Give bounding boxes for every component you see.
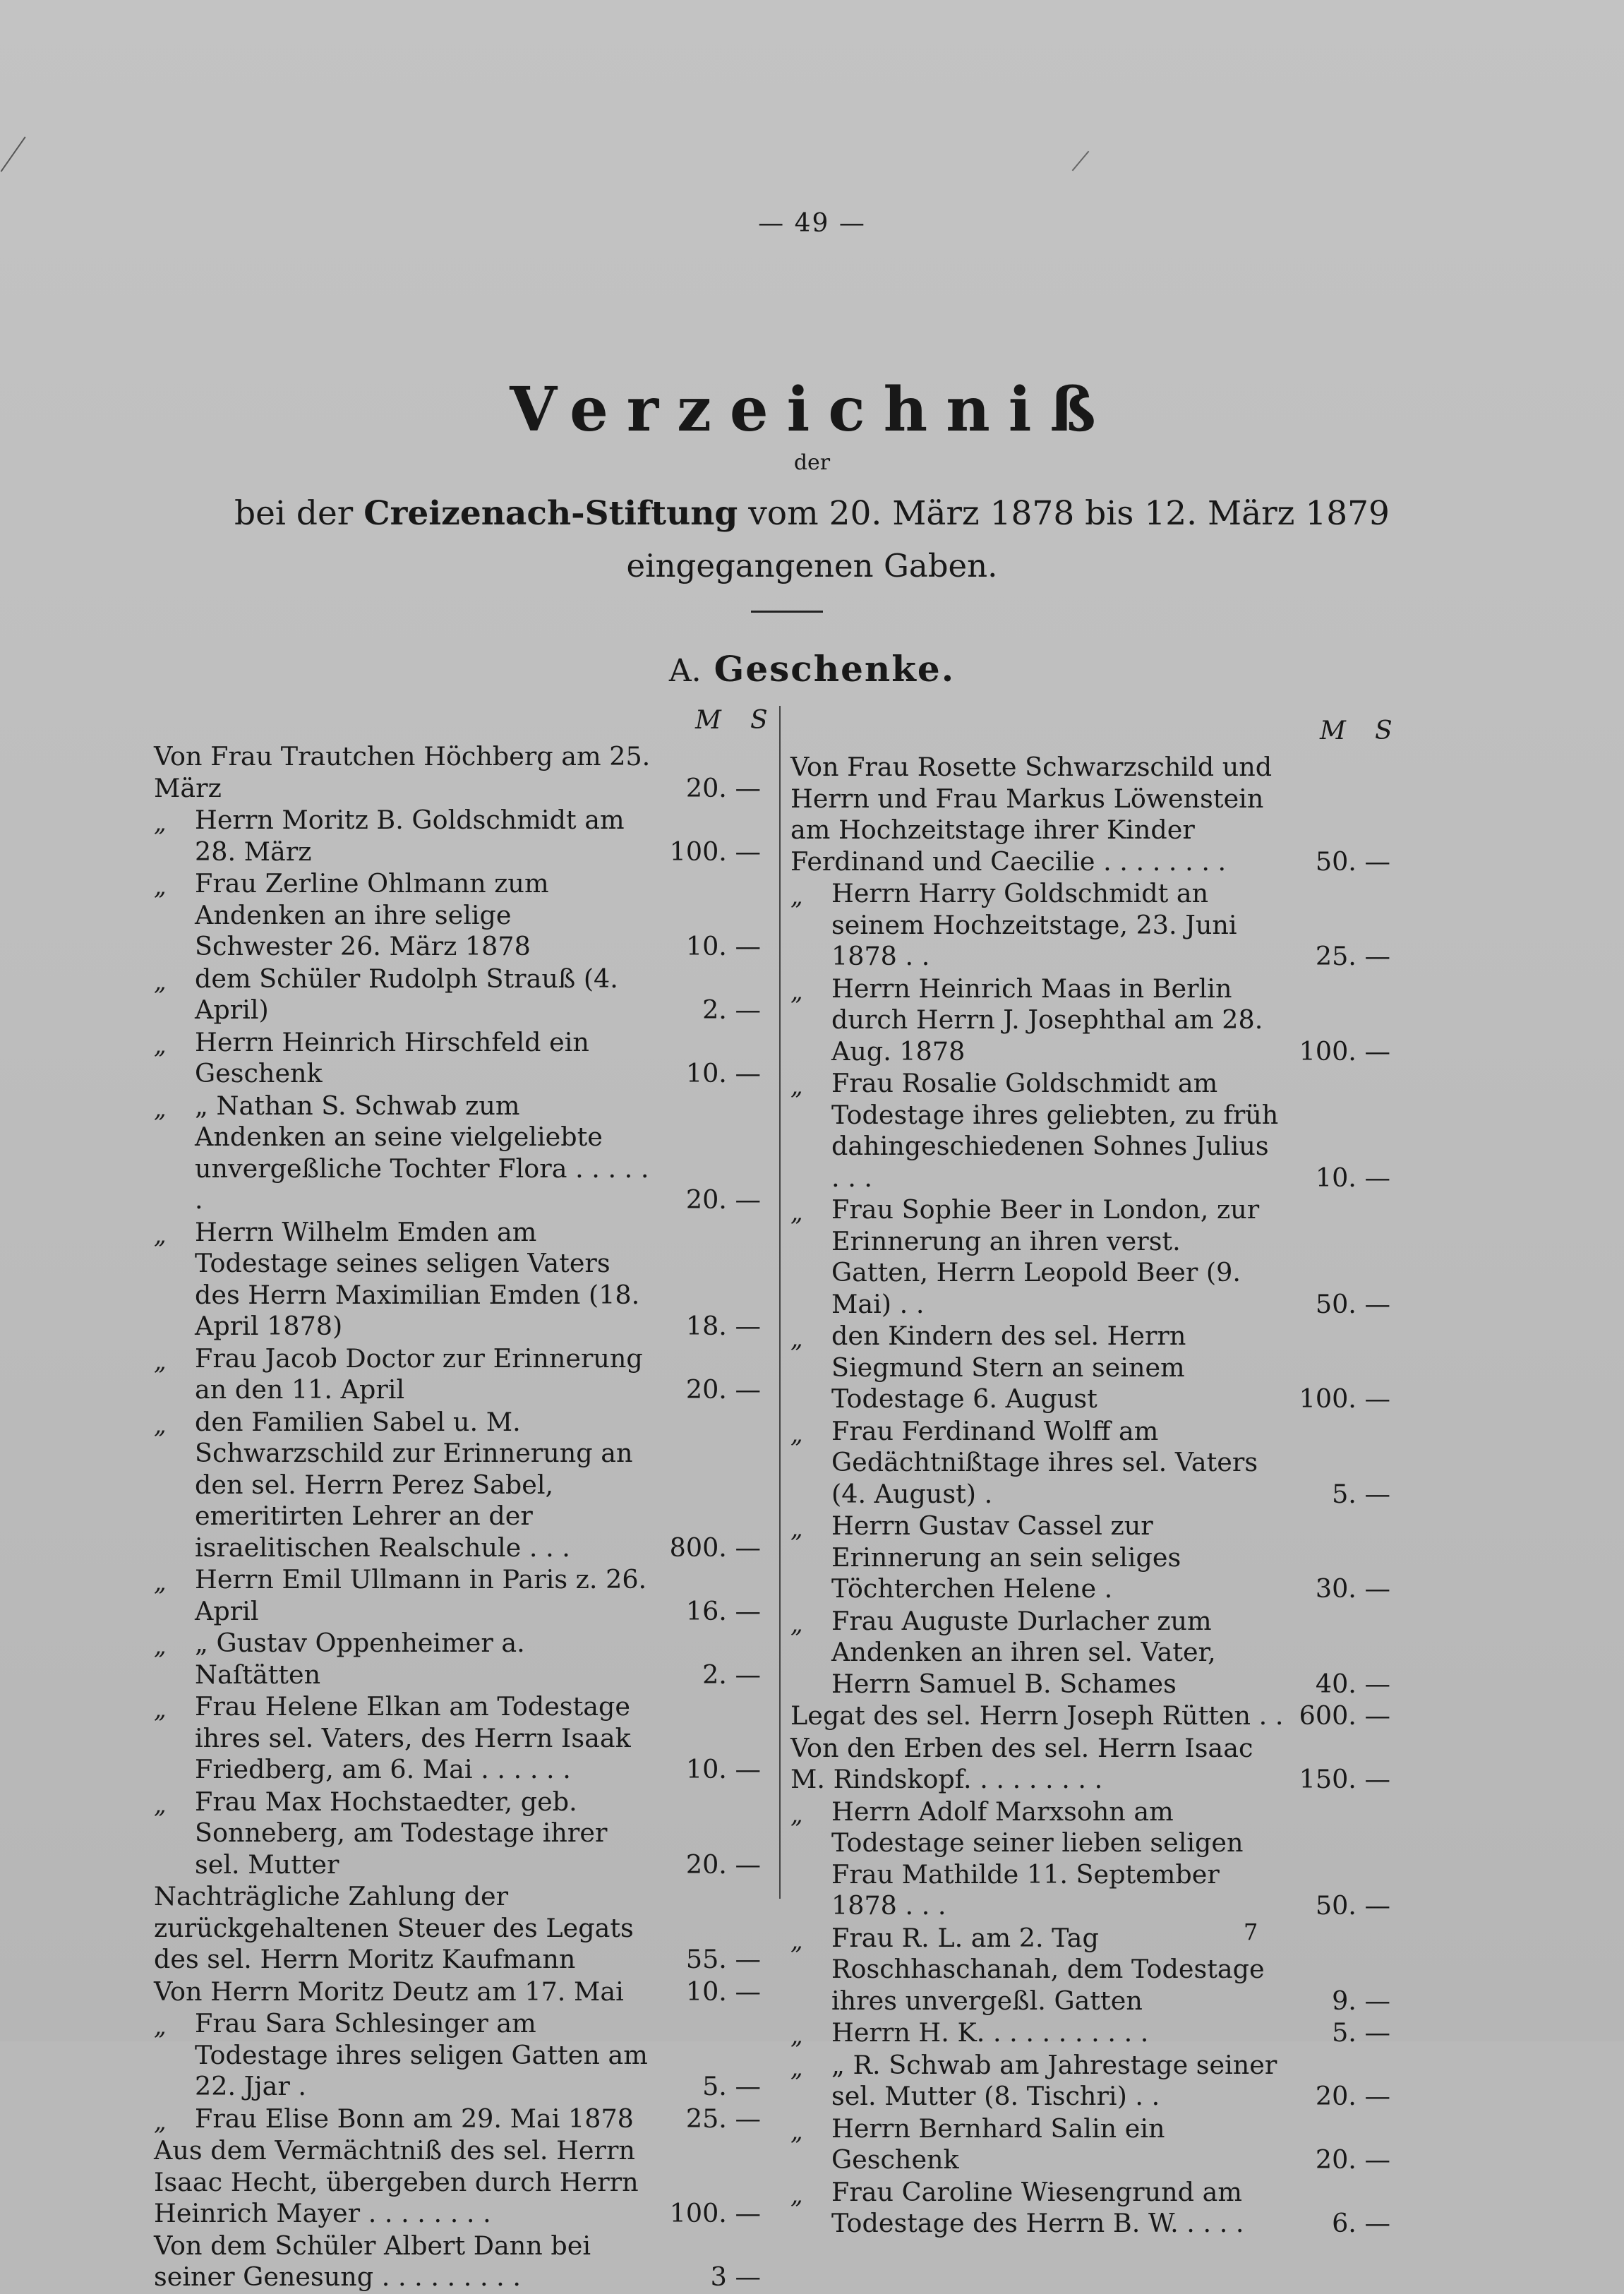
donation-text: Herrn Heinrich Hirschfeld ein Geschenk [195, 1026, 589, 1088]
currency-mark: M [1320, 716, 1346, 745]
donation-entry [154, 1343, 761, 1406]
right-column [790, 752, 1390, 2240]
donation-entry [154, 1217, 761, 1343]
left-column [154, 741, 761, 2294]
donation-entry [790, 1321, 1390, 1415]
donation-amount: 100. — [669, 836, 761, 867]
donation-text: „ R. Schwab am Jahrestage seiner sel. Mutter (8. Tischri) . . [831, 2049, 1277, 2111]
donation-text: Herrn Heinrich Maas in Berlin durch Herrn J. Josephthal am 28. Aug. 1878 [831, 973, 1263, 1067]
donation-text: Herrn Gustav Cassel zur Erinnerung an sein seliges Töchterchen Helene . [831, 1511, 1181, 1604]
donation-text: Herrn Moritz B. Goldschmidt am 28. März [195, 805, 625, 867]
donation-amount: 10. — [685, 1754, 761, 1784]
donation-text: Frau Elise Bonn am 29. Mai 1878 [195, 2103, 634, 2134]
donation-amount: 10. — [685, 931, 761, 961]
ditto-mark: „ [790, 1609, 803, 1638]
column-divider [779, 706, 781, 1899]
donation-text: Frau Rosalie Goldschmidt am Todestage ihres geliebten, zu früh dahingeschiedenen Sohnes Julius . . . [831, 1068, 1279, 1193]
donation-amount: 5. — [702, 2071, 761, 2101]
donation-entry [154, 1691, 761, 1786]
donation-amount: 9. — [1332, 1985, 1390, 2016]
donation-amount: 50. — [1315, 1288, 1390, 1319]
donation-entry [790, 2050, 1390, 2113]
donation-entry [790, 1068, 1390, 1194]
donation-text: Herrn Adolf Marxsohn am Todestage seiner lieben seligen Frau Mathilde 11. September 1878 . . . [831, 1796, 1244, 1921]
ditto-mark: „ [790, 2117, 803, 2146]
ditto-mark: „ [790, 1199, 803, 1227]
paper-mark [1, 136, 49, 188]
donation-entry [154, 1407, 761, 1564]
donation-entry [790, 1606, 1390, 1700]
donation-text: Frau Sophie Beer in London, zur Erinnerung an ihren verst. Gatten, Herrn Leopold Beer (9. Mai) . . [831, 1194, 1260, 1319]
donation-text: Nachträgliche Zahlung der zurückgehaltenen Steuer des Legats des sel. Herrn Moritz Kaufmann [154, 1881, 634, 1974]
donation-entry [154, 963, 761, 1026]
donation-entry [790, 1511, 1390, 1605]
donation-entry [790, 2017, 1390, 2049]
donation-amount: 30. — [1315, 1573, 1390, 1604]
donation-entry [790, 2177, 1390, 2240]
donation-text: Herrn Harry Goldschmidt an seinem Hochzeitstage, 23. Juni 1878 . . [831, 878, 1237, 971]
donation-text: Von dem Schüler Albert Dann bei seiner Genesung . . . . . . . . . [154, 2230, 591, 2292]
donation-entry [154, 741, 761, 804]
donation-text: Von Frau Rosette Schwarzschild und Herrn und Frau Markus Löwenstein am Hochzeitstage ihrer Kinder Ferdinand und Caecilie . . . . . . . . [790, 752, 1273, 877]
donation-entry [154, 2135, 761, 2230]
donation-amount: 25. — [1315, 941, 1390, 971]
donation-amount: 55. — [685, 1944, 761, 1974]
ditto-mark: „ [154, 1094, 167, 1123]
ditto-mark: „ [154, 1410, 167, 1439]
donation-text: Frau Caroline Wiesengrund am Todestage des Herrn B. W. . . . . [831, 2176, 1244, 2238]
currency-pf: S [1375, 716, 1393, 745]
donation-text: Herrn Emil Ullmann in Paris z. 26. April [195, 1564, 647, 1626]
donation-amount: 100. — [1299, 1035, 1390, 1067]
donation-text: Von Herrn Moritz Deutz am 17. Mai [154, 1976, 624, 2007]
donation-amount: 18. — [685, 1311, 761, 1341]
foundation-name: Creizenach-Stiftung [363, 494, 738, 533]
donation-entry [790, 878, 1390, 973]
currency-pf: S [750, 706, 768, 735]
donation-entry [790, 1923, 1390, 2017]
donation-text: Herrn Bernhard Salin ein Geschenk [831, 2113, 1165, 2175]
donation-amount: 10. — [685, 1976, 761, 2007]
donation-amount: 5. — [1332, 2017, 1390, 2048]
donation-amount: 10. — [685, 1058, 761, 1088]
donation-amount: 16. — [685, 1595, 761, 1626]
paper-mark [1072, 151, 1090, 172]
section-title: Geschenke. [714, 648, 956, 690]
subtitle-der: der [793, 450, 831, 475]
donation-text: Frau Zerline Ohlmann zum Andenken an ihre selige Schwester 26. März 1878 [195, 868, 549, 961]
donation-text: Frau Sara Schlesinger am Todestage ihres seligen Gatten am 22. Jjar . [195, 2008, 648, 2101]
donation-text: den Kindern des sel. Herrn Siegmund Stern an seinem Todestage 6. August [831, 1321, 1186, 1414]
donation-amount: 10. — [1315, 1162, 1390, 1193]
donation-text: Frau Helene Elkan am Todestage ihres sel. Vaters, des Herrn Isaak Friedberg, am 6. Mai . . . . . . [195, 1691, 631, 1784]
donation-amount: 2. — [702, 1659, 761, 1690]
donation-entry [154, 1786, 761, 1881]
section-heading [0, 648, 1624, 690]
donation-text: den Familien Sabel u. M. Schwarzschild zur Erinnerung an den sel. Herrn Perez Sabel, emeritirten Lehrer an der israelitischen Realschule . . . [195, 1406, 633, 1563]
ditto-mark: „ [790, 1419, 803, 1448]
donation-entry [154, 1628, 761, 1691]
donation-entry [790, 1194, 1390, 1320]
donation-entry [790, 1700, 1390, 1732]
donation-text: Aus dem Vermächtniß des sel. Herrn Isaac Hecht, übergeben durch Herrn Heinrich Mayer . . . . . . . . [154, 2135, 639, 2228]
donation-amount: 20. — [1315, 2144, 1390, 2175]
currency-header-left [695, 706, 805, 735]
ditto-mark: „ [154, 1568, 167, 1597]
ditto-mark: „ [790, 2022, 803, 2050]
donation-entry [154, 1976, 761, 2008]
donation-amount: 50. — [1315, 846, 1390, 877]
donation-amount: 600. — [1299, 1700, 1390, 1731]
donation-amount: 40. — [1315, 1668, 1390, 1699]
ditto-mark: „ [790, 1926, 803, 1955]
donation-text: „ Gustav Oppenheimer a. Naſtätten [195, 1628, 525, 1690]
donation-text: Von Frau Trautchen Höchberg am 25. März [154, 741, 651, 803]
ditto-mark: „ [154, 2012, 167, 2041]
donation-amount: 20. — [685, 1374, 761, 1405]
donation-amount: 150. — [1299, 1764, 1390, 1794]
ditto-mark: „ [154, 1220, 167, 1249]
donation-entry [154, 2008, 761, 2103]
donation-entry [790, 1796, 1390, 1922]
subtitle-line-2: eingegangenen Gaben. [626, 547, 998, 584]
donation-amount: 3 — [710, 2262, 761, 2292]
subtitle-post: vom 20. März 1878 bis 12. März 1879 [738, 494, 1390, 533]
ditto-mark: „ [154, 1347, 167, 1376]
donation-text: Frau Jacob Doctor zur Erinnerung an den 11. April [195, 1343, 643, 1405]
donation-text: Frau Max Hochstaedter, geb. Sonneberg, am Todestage ihrer sel. Mutter [195, 1786, 608, 1880]
donation-entry [154, 1881, 761, 1976]
ditto-mark: „ [790, 1072, 803, 1100]
signature-mark: 7 [1244, 1918, 1258, 1945]
donation-entry [790, 752, 1390, 877]
donation-text: Frau Auguste Durlacher zum Andenken an ihren sel. Vater, Herrn Samuel B. Schames [831, 1605, 1216, 1699]
donation-amount: 20. — [685, 1849, 761, 1880]
ditto-mark: „ [154, 872, 167, 901]
donation-text: dem Schüler Rudolph Strauß (4. April) [195, 963, 618, 1025]
donation-entry [154, 1027, 761, 1090]
donation-amount: 20. — [1315, 2081, 1390, 2111]
donation-amount: 20. — [685, 1184, 761, 1215]
page-number: — 49 — [758, 209, 866, 238]
currency-header-right [1320, 716, 1430, 745]
donation-text: „ Nathan S. Schwab zum Andenken an seine vielgeliebte unvergeßliche Tochter Flora . . . . . . [195, 1090, 649, 1215]
donation-amount: 100. — [1299, 1383, 1390, 1414]
donation-text: Frau Ferdinand Wolff am Gedächtnißtage ihres sel. Vaters (4. August) . [831, 1415, 1258, 1509]
donation-text: Legat des sel. Herrn Joseph Rütten . . [790, 1700, 1284, 1731]
donation-entry [790, 1733, 1390, 1796]
donation-amount: 20. — [685, 772, 761, 803]
donation-text: Frau R. L. am 2. Tag Roschhaschanah, dem Todestage ihres unvergeßl. Gatten [831, 1922, 1265, 2016]
ditto-mark: „ [154, 1632, 167, 1660]
donation-text: Von den Erben des sel. Herrn Isaac M. Rindskopf. . . . . . . . . [790, 1732, 1253, 1794]
donation-entry [790, 973, 1390, 1068]
donation-amount: 100. — [669, 2198, 761, 2228]
subtitle-line-1 [0, 494, 1624, 533]
donation-entry [154, 805, 761, 867]
ditto-mark: „ [154, 967, 167, 996]
donation-entry [154, 2230, 761, 2293]
ditto-mark: „ [790, 1325, 803, 1353]
donation-amount: 6. — [1332, 2208, 1390, 2238]
ditto-mark: „ [790, 2180, 803, 2209]
donation-amount: 25. — [685, 2103, 761, 2134]
ditto-mark: „ [154, 1790, 167, 1819]
ditto-mark: „ [154, 1695, 167, 1724]
ditto-mark: „ [790, 2053, 803, 2082]
donation-entry [154, 868, 761, 963]
donation-entry [790, 2113, 1390, 2176]
donation-amount: 5. — [1332, 1478, 1390, 1509]
donation-text: Herrn H. K. . . . . . . . . . . [831, 2017, 1149, 2048]
subtitle-pre: bei der [234, 494, 364, 533]
ditto-mark: „ [154, 809, 167, 837]
donation-entry [154, 1091, 761, 1216]
donation-amount: 50. — [1315, 1890, 1390, 1921]
ditto-mark: „ [790, 1800, 803, 1829]
currency-mark: M [695, 706, 721, 735]
donation-entry [154, 2103, 761, 2135]
ditto-mark: „ [790, 882, 803, 911]
section-label: A. [668, 653, 702, 689]
ditto-mark: „ [154, 2107, 167, 2136]
donation-entry [154, 1564, 761, 1627]
ditto-mark: „ [790, 1515, 803, 1543]
donation-text: Herrn Wilhelm Emden am Todestage seines seligen Vaters des Herrn Maximilian Emden (18. April 1878) [195, 1216, 640, 1341]
ditto-mark: „ [154, 1031, 167, 1059]
page-title: Verzeichniß [510, 374, 1114, 445]
donation-amount: 2. — [702, 995, 761, 1025]
title-divider [751, 611, 823, 613]
ditto-mark: „ [790, 977, 803, 1006]
donation-entry [790, 1416, 1390, 1511]
donation-amount: 800. — [669, 1532, 761, 1563]
